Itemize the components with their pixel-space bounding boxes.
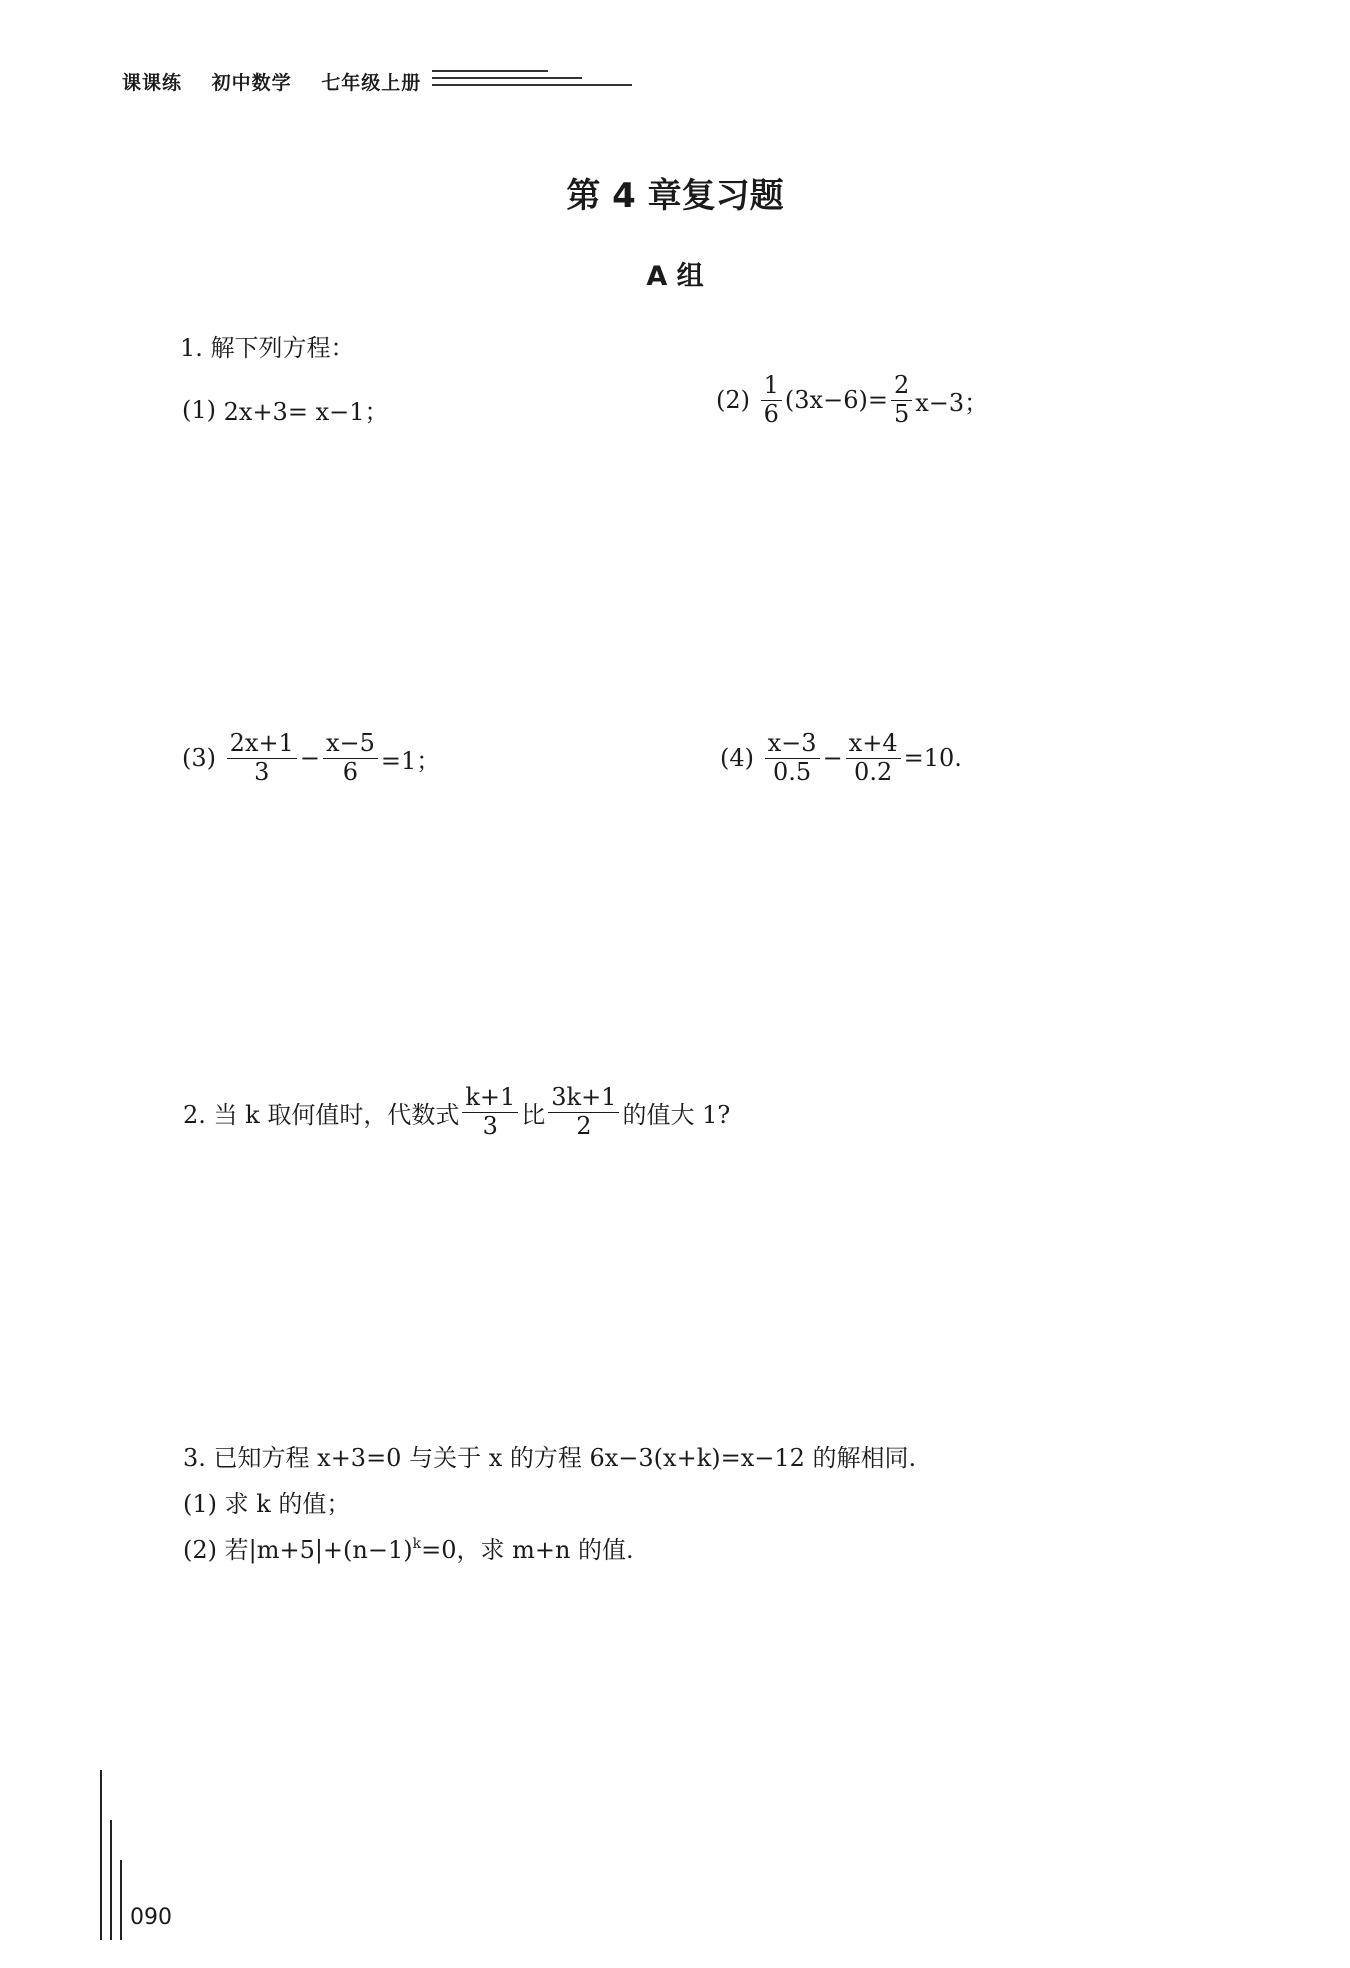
header-rule-1: [432, 70, 548, 72]
expression: (2) 若|m+5|+(n−1): [183, 1536, 413, 1564]
operator: −: [822, 744, 843, 773]
denominator: 6: [763, 399, 779, 428]
chapter-title: 第 4 章复习题: [566, 176, 784, 216]
fraction: [765, 730, 820, 786]
numerator: 3k+1: [548, 1084, 619, 1113]
fraction: [846, 730, 901, 786]
equation: 2x+3= x−1；: [223, 398, 389, 426]
header-rule-2: [432, 77, 582, 79]
part-label: (2): [716, 386, 750, 415]
denominator: 5: [893, 399, 910, 428]
page-number: 090: [130, 1905, 172, 1930]
fraction: [891, 372, 912, 428]
question-2-stem: 2. 当 k 取何值时，代数式: [183, 1100, 460, 1129]
question-2: [183, 1084, 730, 1140]
fraction: [323, 730, 378, 786]
exponent: k: [412, 1536, 422, 1552]
numerator: k+1: [462, 1084, 518, 1113]
fraction: [548, 1084, 619, 1140]
denominator: 3: [482, 1111, 498, 1140]
question-3-part-1: (1) 求 k 的值；: [183, 1490, 351, 1518]
question-3-part-2: [183, 1530, 634, 1565]
margin-bar: [100, 1770, 102, 1940]
margin-bar: [110, 1820, 112, 1940]
numerator: 1: [761, 372, 782, 401]
numerator: x−3: [765, 730, 820, 759]
denominator: 0.5: [773, 757, 812, 786]
fraction: [462, 1084, 518, 1140]
question-1-stem: 1. 解下列方程：: [180, 334, 355, 362]
numerator: 2x+1: [227, 730, 297, 759]
comparison-word: 比: [521, 1100, 546, 1129]
denominator: 6: [342, 757, 359, 786]
group-heading: A 组: [646, 261, 704, 292]
equation-tail: x−3；: [915, 388, 989, 417]
question-2-tail: 的值大 1?: [622, 1100, 731, 1129]
question-1-part-3: [182, 730, 440, 786]
question-1-part-4: [720, 730, 962, 786]
denominator: 0.2: [854, 757, 893, 786]
margin-bar: [120, 1860, 122, 1940]
expression-tail: =0，求 m+n 的值.: [421, 1536, 634, 1564]
equation-middle: (3x−6)=: [784, 386, 888, 415]
header-grade: 七年级上册: [321, 72, 422, 94]
equation-tail: =10.: [903, 744, 962, 773]
running-header: [122, 68, 443, 95]
header-rule-3: [432, 84, 632, 86]
numerator: x−5: [323, 730, 378, 759]
equation-tail: =1；: [380, 746, 441, 775]
part-label: (3): [182, 744, 216, 773]
numerator: 2: [891, 372, 912, 401]
fraction: [761, 372, 782, 428]
operator: −: [299, 744, 320, 773]
question-1-part-1: [182, 392, 388, 427]
part-label: (1): [182, 395, 216, 424]
header-series: 课课练: [122, 72, 183, 94]
part-label: (4): [720, 744, 754, 773]
denominator: 3: [254, 757, 270, 786]
denominator: 2: [576, 1111, 592, 1140]
question-3-stem: 3. 已知方程 x+3=0 与关于 x 的方程 6x−3(x+k)=x−12 的解相同.: [183, 1444, 917, 1472]
numerator: x+4: [846, 730, 901, 759]
fraction: [227, 730, 297, 786]
header-subject: 初中数学: [211, 72, 292, 94]
question-1-part-2: [716, 372, 988, 428]
